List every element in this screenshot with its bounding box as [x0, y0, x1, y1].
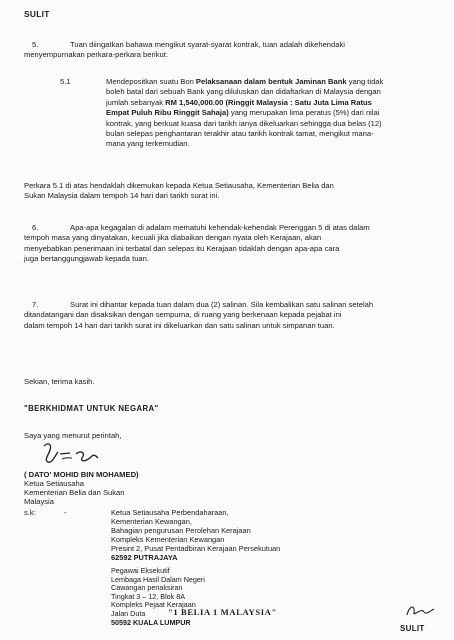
initials-image	[404, 603, 438, 619]
cc2-line-4: Tingkat 3 – 12, Blok 8A	[111, 591, 186, 601]
para-6-line-4: juga bertanggungjawab kepada tuan.	[24, 254, 149, 264]
para-7-cont	[24, 310, 342, 331]
para-6-line-2: tempoh masa yang dinyatakan, kecuali jika diabaikan dengan nyata oleh Kerajaan, akan	[24, 233, 322, 243]
para-7-line-3: dalam tempoh 14 hari dari tarikh surat ini dikeluarkan dan satu salinan untuk simpanan tuan.	[24, 320, 335, 330]
cc-label: s.k:	[24, 508, 36, 517]
signer-title: Ketua Setiausaha	[24, 479, 84, 488]
cc-recipient-1	[111, 508, 280, 562]
para-5-1-line-3	[106, 98, 383, 108]
para-5-1-text: Mendepositkan suatu Bon	[106, 77, 196, 86]
para-5-line-2: menyempurnakan perkara-perkara berikut:	[24, 50, 168, 59]
note-line-2: Sukan Malaysia dalam tempoh 14 hari dari tarikh surat ini.	[24, 191, 220, 201]
cc1-line-6: 62592 PUTRAJAYA	[111, 553, 178, 562]
note-line-1: Perkara 5.1 di atas hendaklah dikemukan kepada Ketua Setiausaha, Kementerian Belia dan	[24, 181, 334, 190]
para-6-line-1: Apa-apa kegagalan di adalam mematuhi kehendak-kehendak Perenggan 5 di atas dalam	[70, 223, 370, 232]
para-5-1-text: yang merupakan lima peratus (5%) dari nilai	[228, 108, 380, 118]
cc1-line-4: Kompleks Kementerian Kewangan	[111, 535, 225, 544]
para-6-line-3: menyebabkan penerimaan ini terbatal dan selepas itu Kerajaan tidaklah dengan apa-apa cara	[24, 243, 340, 253]
signer-name: ( DATO' MOHID BIN MOHAMED)	[24, 470, 139, 479]
cc-recipient-2	[111, 567, 205, 627]
closing-order: Saya yang menurut perintah,	[24, 431, 122, 440]
amount-text-cont: Empat Puluh Ribu Ringgit Sahaja)	[106, 108, 229, 118]
classification-footer: SULIT	[400, 624, 425, 633]
cc2-line-3: Cawangan penaksiran	[111, 583, 183, 593]
para-5-cont	[24, 50, 168, 60]
para-5-line-1: Tuan diingatkan bahawa mengikut syarat-syarat kontrak, tuan adalah dikehendaki	[70, 40, 345, 49]
para-5-1-line-4	[106, 108, 383, 118]
cc-dash: -	[64, 508, 67, 517]
para-6-cont	[24, 233, 339, 264]
cc1-line-3: Bahagian pengurusan Perolehan Kerajaan	[111, 526, 251, 535]
para-7	[70, 300, 373, 310]
signature-image	[38, 440, 104, 470]
cc1-line-5: Presint 2, Pusat Pentadbiran Kerajaan Persekutuan	[111, 544, 281, 553]
cc1-line-2: Kementerian Kewangan,	[111, 517, 192, 526]
signer-ministry: Kementerian Belia dan Sukan	[24, 488, 125, 497]
para-6	[70, 223, 370, 233]
bank-guarantee-text: Pelaksanaan dalam bentuk Jaminan Bank	[195, 77, 347, 86]
para-7-line-2: ditandatangani dan disaksikan dengan sempurna, di ruang yang berkenaan kepada pejabat ini	[24, 310, 342, 320]
classification-header: SULIT	[24, 9, 50, 19]
para-5-number: 5.	[32, 40, 39, 49]
para-5-1-note	[24, 181, 334, 202]
amount-text: RM 1,540,000.00 (Ringgit Malaysia : Satu Juta Lima Ratus	[165, 97, 372, 107]
para-6-number: 6.	[32, 223, 39, 232]
motto: "BERKHIDMAT UNTUK NEGARA"	[24, 404, 159, 413]
para-5-1-line-7: mana yang terkemudian.	[106, 139, 190, 149]
para-5-1-line-6: bulan selepas penghantaran terakhir atau tarikh kontrak tamat, mengikut mana-	[106, 129, 374, 139]
para-5-1-line-5: kontrak, yang berkuat kuasa dari tarikh ianya dikeluarkan sehingga dua belas (12)	[106, 118, 382, 128]
cc2-line-6: Jalan Duta	[111, 608, 146, 618]
cc2-line-7: 50592 KUALA LUMPUR	[111, 617, 191, 627]
para-5-1-line-1	[106, 77, 383, 87]
closing-thanks: Sekian, terima kasih.	[24, 377, 95, 386]
para-7-line-1: Surat ini dihantar kepada tuan dalam dua (2) salinan. Sila kembalikan satu salinan setelah	[70, 300, 374, 309]
para-5-1	[106, 77, 383, 150]
footer-slogan: "1 BELIA 1 MALAYSIA"	[168, 607, 277, 617]
para-5-1-text: jumlah sebanyak	[106, 97, 166, 107]
cc2-line-2: Lembaga Hasil Dalam Negeri	[111, 574, 205, 584]
cc2-line-1: Pegawai Eksekutif	[111, 566, 170, 575]
para-7-number: 7.	[32, 300, 39, 309]
cc2-line-5: Kompleks Pejaat Kerajaan	[111, 600, 196, 610]
para-5-1-line-2: boleh batal dari sebuah Bank yang diluluskan dan didaftarkan di Malaysia dengan	[106, 87, 381, 97]
para-5-1-number: 5.1	[60, 77, 71, 86]
para-5	[70, 40, 440, 50]
para-5-1-text: yang tidak	[346, 77, 384, 86]
cc1-line-1: Ketua Setiausaha Perbendaharaan,	[111, 508, 229, 517]
signer-country: Malaysia	[24, 497, 54, 506]
